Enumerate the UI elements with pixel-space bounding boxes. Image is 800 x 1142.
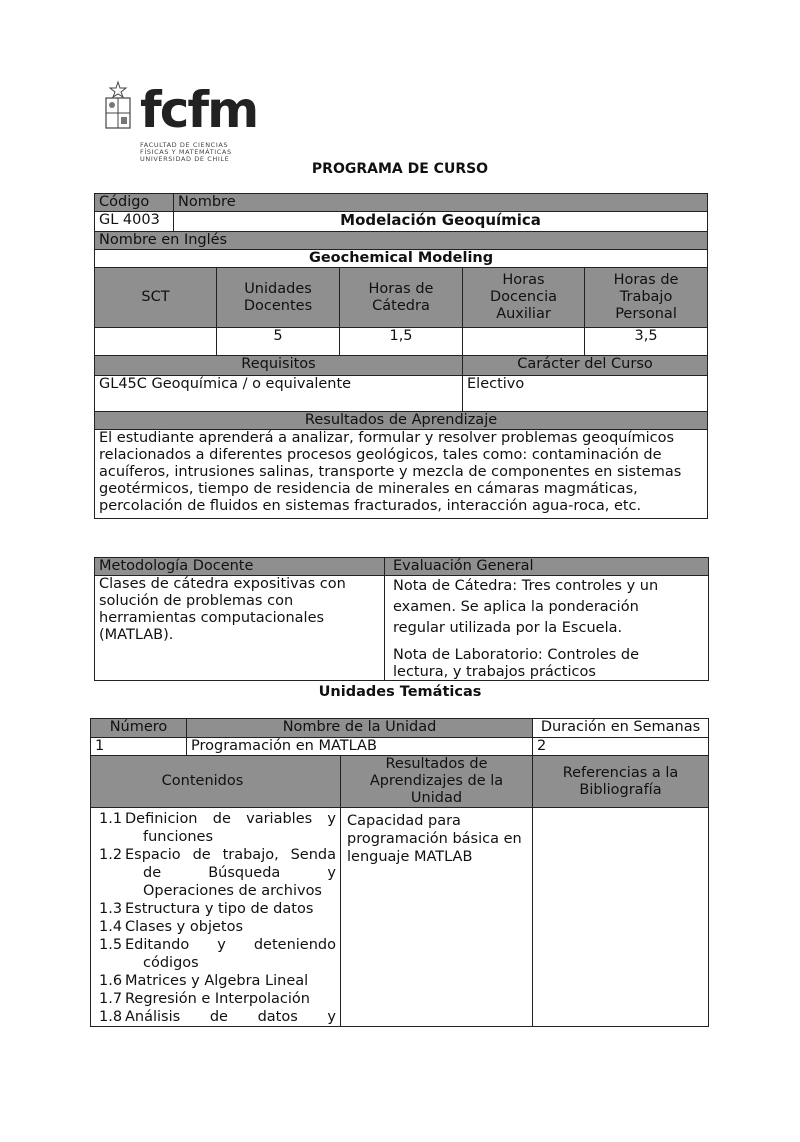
resultados-label: Resultados de Aprendizaje (95, 412, 708, 430)
horas-catedra-header: Horas de Cátedra (340, 268, 463, 328)
resultados-text: El estudiante aprenderá a analizar, formular y resolver problemas geoquímicos relacionados a diferentes procesos geológicos, tales como: contaminación de acuíferos, intrusiones salinas, transporte y mezcla de componentes en sistemas geotérmicos, tiempo de residencia de minerales en cámaras magmáticas, percolación de fluidos en sistemas fracturados, interacción agua-roca, etc. (95, 430, 708, 519)
university-crest-icon (103, 80, 133, 132)
unidades-docentes-value: 5 (217, 328, 340, 356)
caracter-value: Electivo (463, 376, 708, 412)
metodologia-text: Clases de cátedra expositivas con solución de problemas con herramientas computacionales (MATLAB). (95, 576, 385, 681)
resultados-unidad-text: Capacidad para programación básica en lenguaje MATLAB (341, 808, 533, 1027)
sct-value (95, 328, 217, 356)
numero-label: Número (91, 719, 187, 738)
horas-auxiliar-header: Horas Docencia Auxiliar (463, 268, 585, 328)
evaluacion-label: Evaluación General (385, 558, 709, 576)
referencias-value (533, 808, 709, 1027)
nombre-unidad-value: Programación en MATLAB (187, 738, 533, 756)
logo-wordmark: fcfm (140, 81, 258, 139)
numero-value: 1 (91, 738, 187, 756)
horas-auxiliar-value (463, 328, 585, 356)
course-name: Modelación Geoquímica (174, 212, 708, 232)
metodologia-table (94, 557, 709, 681)
requisitos-value: GL45C Geoquímica / o equivalente (95, 376, 463, 412)
nombre-unidad-label: Nombre de la Unidad (187, 719, 533, 738)
nombre-ingles-label: Nombre en Inglés (95, 232, 708, 250)
list-item: 1.2 Espacio de trabajo, Senda de Búsqueda y Operaciones de archivos (99, 847, 336, 899)
list-item: 1.1 Definicion de variables y funciones (99, 811, 336, 845)
unidades-docentes-header: Unidades Docentes (217, 268, 340, 328)
list-item: 1.7 Regresión e Interpolación (99, 991, 310, 1007)
nombre-label: Nombre (174, 194, 708, 212)
metodologia-label: Metodología Docente (95, 558, 385, 576)
contenidos-label: Contenidos (91, 756, 341, 808)
horas-catedra-value: 1,5 (340, 328, 463, 356)
list-item: 1.3 Estructura y tipo de datos (99, 901, 314, 917)
duracion-value: 2 (533, 738, 709, 756)
list-item: 1.4 Clases y objetos (99, 919, 244, 935)
resultados-unidad-label: Resultados de Aprendizajes de la Unidad (341, 756, 533, 808)
requisitos-label: Requisitos (95, 356, 463, 376)
course-info-table (94, 193, 708, 519)
duracion-label: Duración en Semanas (533, 719, 709, 738)
logo-subtitle: FACULTAD DE CIENCIAS FÍSICAS Y MATEMÁTICAS UNIVERSIDAD DE CHILE (140, 141, 232, 163)
list-item: 1.8 Análisis de datos y (99, 1009, 336, 1025)
course-name-english: Geochemical Modeling (95, 250, 708, 268)
horas-personal-value: 3,5 (585, 328, 708, 356)
contenidos-list (91, 808, 341, 1027)
list-item: 1.5 Editando y deteniendo códigos (99, 937, 336, 971)
list-item: 1.6 Matrices y Algebra Lineal (99, 973, 309, 989)
codigo-label: Código (95, 194, 174, 212)
page-title: PROGRAMA DE CURSO (311, 161, 489, 177)
horas-personal-header: Horas de Trabajo Personal (585, 268, 708, 328)
codigo-value: GL 4003 (95, 212, 174, 232)
unidades-table (90, 718, 709, 1027)
referencias-label: Referencias a la Bibliografía (533, 756, 709, 808)
sct-header: SCT (95, 268, 217, 328)
caracter-label: Carácter del Curso (463, 356, 708, 376)
unidades-tematicas-title: Unidades Temáticas (318, 684, 482, 700)
evaluacion-text: Nota de Cátedra: Tres controles y un examen. Se aplica la ponderación regular utilizada por la Escuela. Nota de Laboratorio: Controles de lectura, y trabajos prácticos (385, 576, 709, 681)
